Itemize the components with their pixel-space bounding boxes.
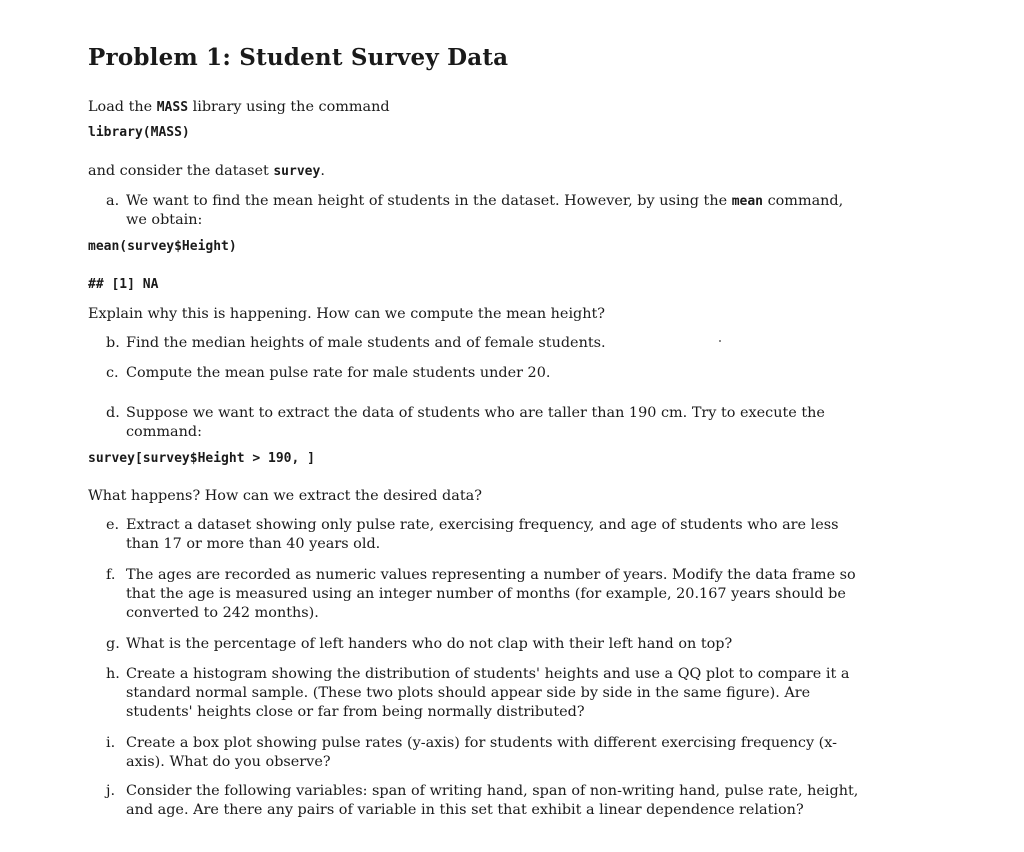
- question-b: [106, 334, 886, 354]
- question-b-label: b.: [106, 335, 120, 351]
- question-i-label: i.: [106, 735, 116, 751]
- question-a-label: a.: [106, 193, 120, 209]
- question-a-text-post: command, we obtain:: [126, 193, 844, 228]
- question-a-text: [126, 192, 866, 230]
- code-subset-height: survey[survey$Height > 190, ]: [88, 451, 315, 466]
- consider-dataset: [88, 162, 325, 181]
- page-title: Problem 1: Student Survey Data: [88, 44, 509, 71]
- question-j-label: j.: [106, 783, 116, 799]
- question-f-label: f.: [106, 567, 116, 583]
- question-b-text: Find the median heights of male students and of female students.: [126, 335, 606, 351]
- code-output-na: ## [1] NA: [88, 277, 159, 292]
- load-instruction: [88, 98, 390, 117]
- question-g: [106, 635, 886, 655]
- code-mean-height: mean(survey$Height): [88, 239, 237, 254]
- question-d: [106, 404, 886, 444]
- question-e-label: e.: [106, 517, 120, 533]
- question-c: [106, 364, 886, 384]
- question-g-label: g.: [106, 636, 120, 652]
- mass-library-name: MASS: [156, 100, 189, 115]
- question-j: [106, 782, 886, 822]
- question-a-text-pre: We want to find the mean height of students in the dataset. However, by using the: [126, 193, 732, 209]
- code-library-mass: library(MASS): [88, 125, 190, 140]
- what-happens-text: What happens? How can we extract the desired data?: [88, 488, 482, 504]
- question-f-text: The ages are recorded as numeric values representing a number of years. Modify the data frame so that the age is measured using an integer number of months (for example, 20.167 years should be converted to 242 months).: [126, 567, 856, 621]
- load-text-pre: Load the: [88, 99, 157, 115]
- load-text-post: library using the command: [188, 99, 390, 115]
- consider-text-post: .: [320, 163, 325, 179]
- question-d-label: d.: [106, 405, 120, 421]
- question-e-text: Extract a dataset showing only pulse rate, exercising frequency, and age of students who are less than 17 or more than 40 years old.: [126, 517, 839, 552]
- question-h: [106, 665, 886, 725]
- question-i-text: Create a box plot showing pulse rates (y-axis) for students with different exercising frequency (x-axis). What do you observe?: [126, 735, 838, 770]
- mean-command: mean: [731, 194, 763, 209]
- question-h-label: h.: [106, 666, 120, 682]
- dataset-name: survey: [273, 164, 321, 179]
- question-i: [106, 734, 886, 774]
- question-j-text: Consider the following variables: span of writing hand, span of non-writing hand, pulse rate, height, and age. Are there any pairs of variable in this set that exhibit a linear dependence relation?: [126, 783, 859, 818]
- question-c-text: Compute the mean pulse rate for male students under 20.: [126, 365, 551, 381]
- question-g-text: What is the percentage of left handers who do not clap with their left hand on top?: [126, 636, 733, 652]
- explain-text: Explain why this is happening. How can we compute the mean height?: [88, 306, 606, 322]
- question-h-text: Create a histogram showing the distribution of students' heights and use a QQ plot to compare it a standard normal sample. (These two plots should appear side by side in the same figure). Are students' heights close or far from being normally distributed?: [126, 666, 850, 720]
- question-d-text: Suppose we want to extract the data of students who are taller than 190 cm. Try to execute the command:: [126, 405, 825, 440]
- question-c-label: c.: [106, 365, 119, 381]
- consider-text-pre: and consider the dataset: [88, 163, 274, 179]
- question-e: [106, 516, 886, 556]
- scan-speck: [719, 340, 721, 342]
- question-f: [106, 566, 886, 626]
